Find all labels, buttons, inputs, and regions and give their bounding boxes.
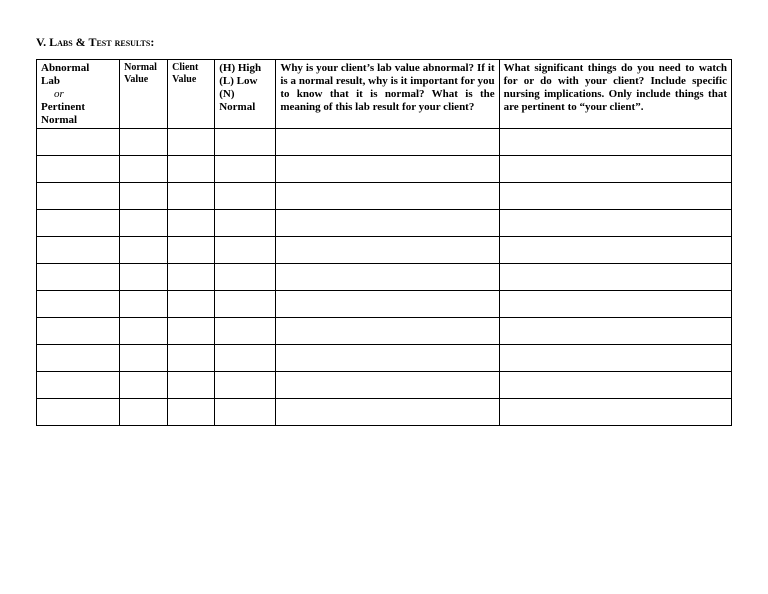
header-or-label: or <box>54 88 64 100</box>
normal-value-cell[interactable] <box>120 372 168 399</box>
header-high-label: (H) High <box>219 62 262 74</box>
header-nursing-implications: What significant things do you need to watch for or do with your client? Include specific nursing implications. Only include things that are pertinent to “your client”. <box>499 60 731 129</box>
hln-cell[interactable] <box>215 156 276 183</box>
hln-cell[interactable] <box>215 318 276 345</box>
why-abnormal-cell[interactable] <box>276 318 499 345</box>
header-low-label: (L) Low <box>219 75 258 87</box>
nursing-implications-cell[interactable] <box>499 291 731 318</box>
hln-cell[interactable] <box>215 129 276 156</box>
nursing-implications-cell[interactable] <box>499 210 731 237</box>
lab-cell[interactable] <box>37 210 120 237</box>
why-abnormal-cell[interactable] <box>276 210 499 237</box>
client-value-cell[interactable] <box>168 345 215 372</box>
header-n-label: (N) <box>219 88 235 100</box>
header-client-value: Client Value <box>168 60 215 129</box>
normal-value-cell[interactable] <box>120 318 168 345</box>
lab-cell[interactable] <box>37 237 120 264</box>
header-normal-value: Normal Value <box>120 60 168 129</box>
nursing-implications-cell[interactable] <box>499 237 731 264</box>
hln-cell[interactable] <box>215 237 276 264</box>
why-abnormal-cell[interactable] <box>276 237 499 264</box>
lab-cell[interactable] <box>37 318 120 345</box>
lab-cell[interactable] <box>37 264 120 291</box>
hln-cell[interactable] <box>215 210 276 237</box>
table-row <box>37 372 732 399</box>
normal-value-cell[interactable] <box>120 210 168 237</box>
client-value-cell[interactable] <box>168 237 215 264</box>
why-abnormal-cell[interactable] <box>276 156 499 183</box>
nursing-implications-cell[interactable] <box>499 345 731 372</box>
table-row <box>37 156 732 183</box>
nursing-implications-cell[interactable] <box>499 156 731 183</box>
header-abnormal-lab <box>37 60 120 129</box>
normal-value-cell[interactable] <box>120 183 168 210</box>
hln-cell[interactable] <box>215 345 276 372</box>
lab-cell[interactable] <box>37 345 120 372</box>
table-row <box>37 291 732 318</box>
normal-value-cell[interactable] <box>120 291 168 318</box>
section-title: V. Labs & Test results: <box>36 35 155 49</box>
why-abnormal-cell[interactable] <box>276 345 499 372</box>
client-value-cell[interactable] <box>168 210 215 237</box>
nursing-implications-cell[interactable] <box>499 372 731 399</box>
client-value-cell[interactable] <box>168 264 215 291</box>
table-header-row <box>37 60 732 129</box>
client-value-cell[interactable] <box>168 129 215 156</box>
why-abnormal-cell[interactable] <box>276 291 499 318</box>
table-row <box>37 210 732 237</box>
nursing-implications-cell[interactable] <box>499 183 731 210</box>
normal-value-cell[interactable] <box>120 345 168 372</box>
table-row <box>37 345 732 372</box>
header-why-abnormal: Why is your client’s lab value abnormal? If it is a normal result, why is it important for you to know that it is normal? What is the meaning of this lab result for your client? <box>276 60 499 129</box>
why-abnormal-cell[interactable] <box>276 183 499 210</box>
lab-cell[interactable] <box>37 291 120 318</box>
nursing-implications-cell[interactable] <box>499 399 731 426</box>
header-lab-label: Lab <box>41 75 60 87</box>
client-value-cell[interactable] <box>168 291 215 318</box>
hln-cell[interactable] <box>215 264 276 291</box>
lab-cell[interactable] <box>37 399 120 426</box>
nursing-implications-cell[interactable] <box>499 129 731 156</box>
labs-table-body <box>37 129 732 426</box>
lab-cell[interactable] <box>37 129 120 156</box>
table-row <box>37 318 732 345</box>
client-value-cell[interactable] <box>168 318 215 345</box>
nursing-implications-cell[interactable] <box>499 318 731 345</box>
why-abnormal-cell[interactable] <box>276 264 499 291</box>
header-abnormal-label: Abnormal <box>41 62 90 74</box>
table-row <box>37 129 732 156</box>
client-value-cell[interactable] <box>168 183 215 210</box>
client-value-cell[interactable] <box>168 156 215 183</box>
normal-value-cell[interactable] <box>120 129 168 156</box>
header-high-low-normal <box>215 60 276 129</box>
normal-value-cell[interactable] <box>120 264 168 291</box>
normal-value-cell[interactable] <box>120 237 168 264</box>
lab-cell[interactable] <box>37 156 120 183</box>
table-row <box>37 237 732 264</box>
why-abnormal-cell[interactable] <box>276 129 499 156</box>
labs-table <box>36 59 732 426</box>
lab-cell[interactable] <box>37 183 120 210</box>
client-value-cell[interactable] <box>168 399 215 426</box>
hln-cell[interactable] <box>215 183 276 210</box>
nursing-implications-cell[interactable] <box>499 264 731 291</box>
client-value-cell[interactable] <box>168 372 215 399</box>
header-normal-label: Normal <box>41 114 78 126</box>
table-row <box>37 183 732 210</box>
why-abnormal-cell[interactable] <box>276 372 499 399</box>
normal-value-cell[interactable] <box>120 156 168 183</box>
lab-cell[interactable] <box>37 372 120 399</box>
table-row <box>37 264 732 291</box>
header-pertinent-label: Pertinent <box>41 101 85 113</box>
header-normal-word-label: Normal <box>219 101 256 113</box>
hln-cell[interactable] <box>215 372 276 399</box>
why-abnormal-cell[interactable] <box>276 399 499 426</box>
hln-cell[interactable] <box>215 291 276 318</box>
normal-value-cell[interactable] <box>120 399 168 426</box>
table-row <box>37 399 732 426</box>
hln-cell[interactable] <box>215 399 276 426</box>
